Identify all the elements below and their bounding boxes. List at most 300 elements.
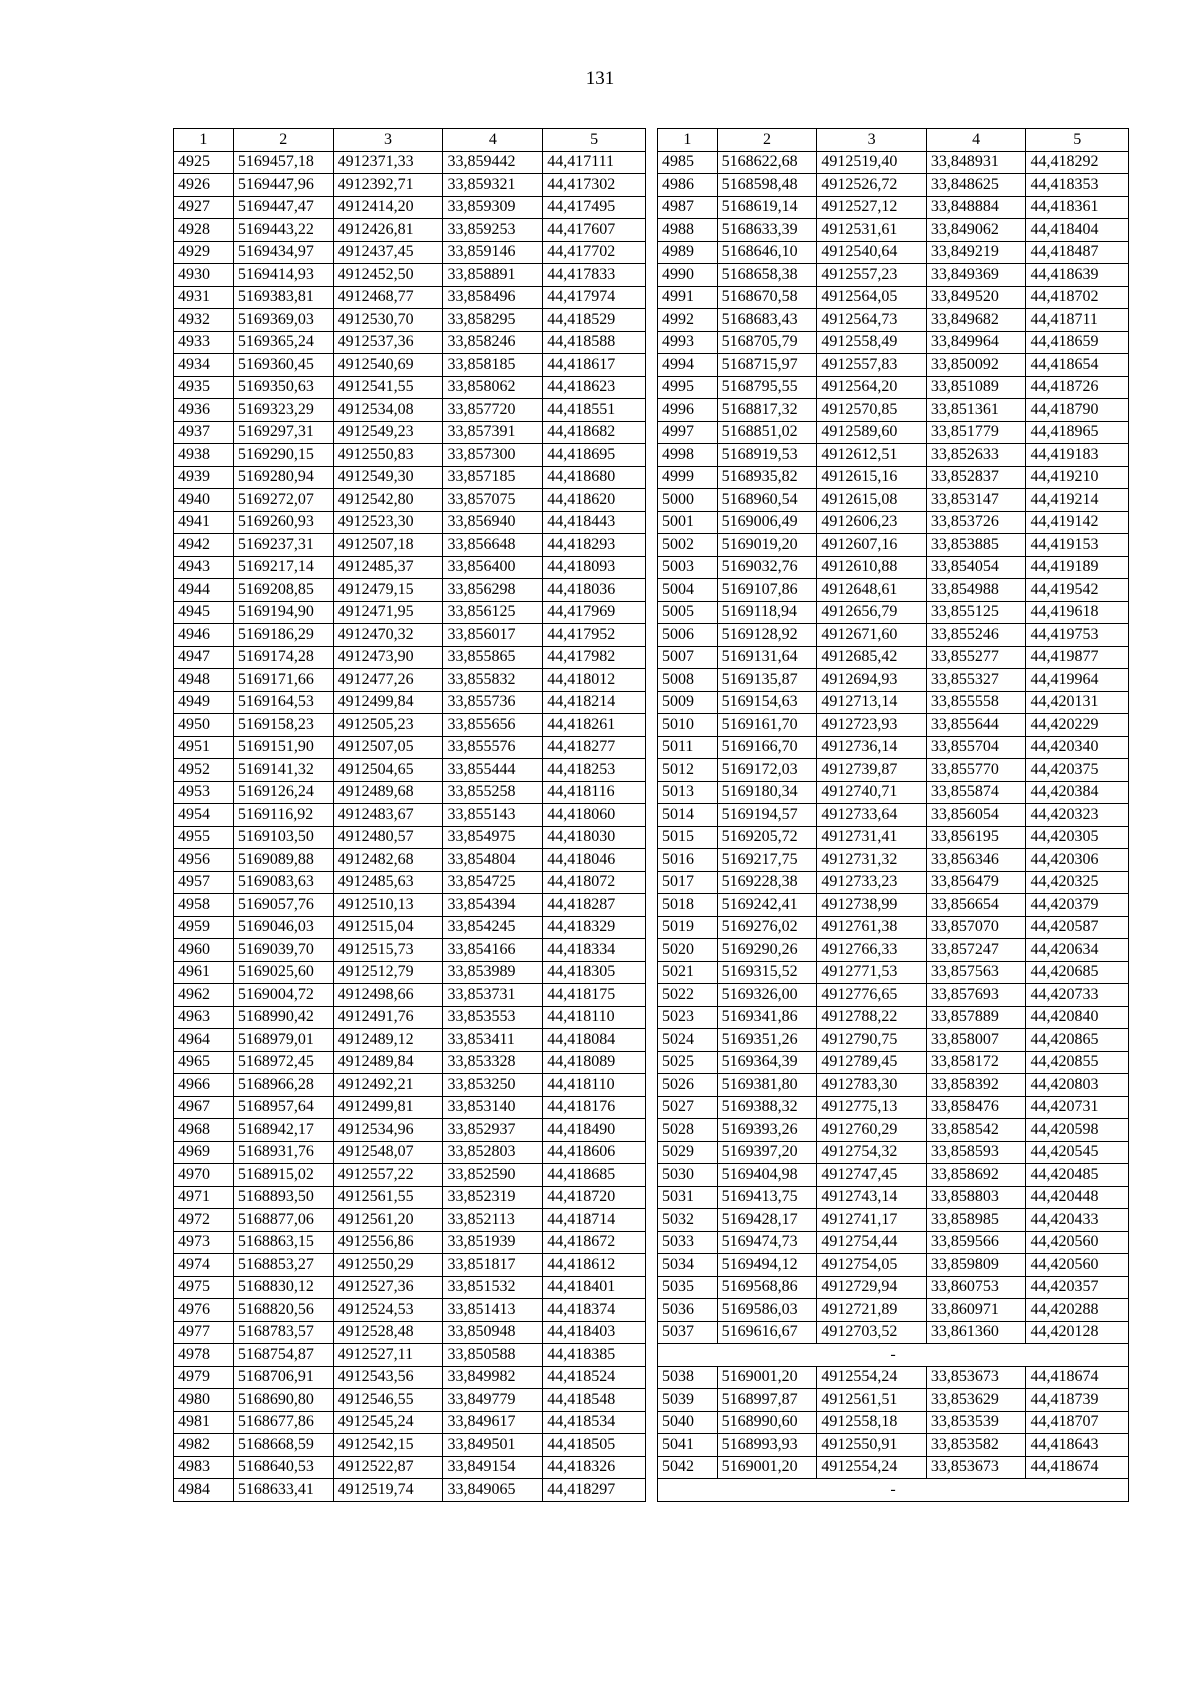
table-row (174, 916, 646, 939)
table-row (658, 1231, 1129, 1254)
table-cell: 44,418639 (1026, 264, 1129, 287)
table-row (174, 1231, 646, 1254)
table-cell: 33,850092 (926, 354, 1026, 377)
coordinates-table-right (657, 128, 1129, 1502)
table-cell: 5169474,73 (717, 1231, 817, 1254)
table-cell: 4912550,29 (333, 1254, 443, 1277)
table-cell: 5031 (658, 1186, 718, 1209)
table-row (658, 331, 1129, 354)
table-cell: 44,418305 (543, 961, 646, 984)
table-row (658, 1096, 1129, 1119)
table-cell: 4912528,48 (333, 1321, 443, 1344)
table-cell: 5168990,42 (233, 1006, 333, 1029)
table-cell: 44,420433 (1026, 1209, 1129, 1232)
table-cell: 33,849062 (926, 219, 1026, 242)
table-cell: 44,419142 (1026, 511, 1129, 534)
table-cell: 4929 (174, 241, 234, 264)
table-row (658, 1299, 1129, 1322)
table-cell: 5169205,72 (717, 826, 817, 849)
table-cell: 4944 (174, 579, 234, 602)
table-row (174, 1096, 646, 1119)
table-cell: 4912414,20 (333, 196, 443, 219)
table-row (658, 1434, 1129, 1457)
table-cell: 5169260,93 (233, 511, 333, 534)
table-cell: 5168942,17 (233, 1119, 333, 1142)
table-cell: 4912550,91 (817, 1434, 927, 1457)
table-row (174, 849, 646, 872)
table-row (658, 849, 1129, 872)
table-cell: 33,856017 (443, 624, 543, 647)
table-row (658, 196, 1129, 219)
table-cell: 33,855736 (443, 691, 543, 714)
table-cell: 5038 (658, 1366, 718, 1389)
table-cell: 5169174,28 (233, 646, 333, 669)
table-cell: 4951 (174, 736, 234, 759)
table-row (174, 511, 646, 534)
table-cell: 5036 (658, 1299, 718, 1322)
table-cell: 33,848884 (926, 196, 1026, 219)
table-cell: 5169217,75 (717, 849, 817, 872)
table-cell: 5169276,02 (717, 916, 817, 939)
table-row (174, 354, 646, 377)
table-cell: 5000 (658, 489, 718, 512)
table-cell: 44,418643 (1026, 1434, 1129, 1457)
column-header: 1 (658, 129, 718, 152)
table-cell: 5002 (658, 534, 718, 557)
table-row (174, 1051, 646, 1074)
table-row (174, 309, 646, 332)
table-cell: 4912546,55 (333, 1389, 443, 1412)
table-cell: 5169369,03 (233, 309, 333, 332)
table-cell: 4968 (174, 1119, 234, 1142)
table-cell: 44,418385 (543, 1344, 646, 1367)
table-cell: 4963 (174, 1006, 234, 1029)
table-cell: 44,418084 (543, 1029, 646, 1052)
table-cell: 5169046,03 (233, 916, 333, 939)
table-cell: 44,420587 (1026, 916, 1129, 939)
table-cell: 33,849501 (443, 1434, 543, 1457)
table-cell: 33,849065 (443, 1479, 543, 1502)
table-cell: 4912485,37 (333, 556, 443, 579)
table-cell: 33,853411 (443, 1029, 543, 1052)
table-cell: 33,853726 (926, 511, 1026, 534)
table-cell: 44,417952 (543, 624, 646, 647)
table-row (658, 579, 1129, 602)
table-cell: 5169004,72 (233, 984, 333, 1007)
table-cell: 5169151,90 (233, 736, 333, 759)
table-cell: 4912761,38 (817, 916, 927, 939)
table-cell: 4955 (174, 826, 234, 849)
table-cell: 4937 (174, 421, 234, 444)
table-cell: 4996 (658, 399, 718, 422)
table-cell: 44,418672 (543, 1231, 646, 1254)
table-cell: 44,418287 (543, 894, 646, 917)
table-row (658, 1186, 1129, 1209)
table-row (174, 984, 646, 1007)
table-cell: 4912504,65 (333, 759, 443, 782)
table-cell: 4912522,87 (333, 1456, 443, 1479)
table-row (658, 1164, 1129, 1187)
table-cell: 44,417607 (543, 219, 646, 242)
table-cell: 4912775,13 (817, 1096, 927, 1119)
table-cell: 5169154,63 (717, 691, 817, 714)
table-cell: 5168668,59 (233, 1434, 333, 1457)
table-cell: 44,418612 (543, 1254, 646, 1277)
table-cell: 4912729,94 (817, 1276, 927, 1299)
table-cell: 4995 (658, 376, 718, 399)
table-row (174, 961, 646, 984)
table-row (658, 1074, 1129, 1097)
table-row (174, 691, 646, 714)
table-cell: 33,848625 (926, 174, 1026, 197)
table-cell: 4912452,50 (333, 264, 443, 287)
table-cell: 4974 (174, 1254, 234, 1277)
table-cell: 4997 (658, 421, 718, 444)
table-cell: 44,418588 (543, 331, 646, 354)
table-cell: 33,853582 (926, 1434, 1026, 1457)
table-cell: 33,858593 (926, 1141, 1026, 1164)
table-cell: 5168817,32 (717, 399, 817, 422)
table-cell: 5169116,92 (233, 804, 333, 827)
table-cell: 4973 (174, 1231, 234, 1254)
table-cell: 44,418617 (543, 354, 646, 377)
table-row (658, 511, 1129, 534)
table-row (658, 354, 1129, 377)
table-cell: 4985 (658, 151, 718, 174)
table-cell: 44,420448 (1026, 1186, 1129, 1209)
table-row (658, 1456, 1129, 1479)
table-cell: 33,853250 (443, 1074, 543, 1097)
table-cell: 44,418297 (543, 1479, 646, 1502)
table-row (658, 399, 1129, 422)
table-cell: 5169447,96 (233, 174, 333, 197)
table-cell: 5169161,70 (717, 714, 817, 737)
table-cell: 5169172,03 (717, 759, 817, 782)
table-cell: 4912743,14 (817, 1186, 927, 1209)
table-cell: 4912530,70 (333, 309, 443, 332)
table-cell: 4912554,24 (817, 1456, 927, 1479)
table-cell: 44,420840 (1026, 1006, 1129, 1029)
column-header: 2 (233, 129, 333, 152)
table-cell: 5168935,82 (717, 466, 817, 489)
table-cell: 33,858803 (926, 1186, 1026, 1209)
table-cell: 4912392,71 (333, 174, 443, 197)
table-cell: 4912741,17 (817, 1209, 927, 1232)
table-cell: 33,858392 (926, 1074, 1026, 1097)
table-cell: 33,857563 (926, 961, 1026, 984)
table-cell: 5168877,06 (233, 1209, 333, 1232)
table-cell: 5169208,85 (233, 579, 333, 602)
column-header: 4 (443, 129, 543, 152)
table-cell: 33,855258 (443, 781, 543, 804)
table-cell: 4912615,16 (817, 466, 927, 489)
table-cell: 5169414,93 (233, 264, 333, 287)
table-cell: 33,852633 (926, 444, 1026, 467)
table-row (174, 826, 646, 849)
table-cell: 4912564,05 (817, 286, 927, 309)
table-cell: 5169568,86 (717, 1276, 817, 1299)
table-cell: 4912371,33 (333, 151, 443, 174)
table-cell: 4912491,76 (333, 1006, 443, 1029)
table-row (174, 1141, 646, 1164)
table-cell: 5168705,79 (717, 331, 817, 354)
table-cell: 5169089,88 (233, 849, 333, 872)
table-cell: 4966 (174, 1074, 234, 1097)
table-row (174, 1321, 646, 1344)
table-cell: 4912612,51 (817, 444, 927, 467)
table-cell: 33,849964 (926, 331, 1026, 354)
table-cell: 5169001,20 (717, 1456, 817, 1479)
table-cell: 33,855246 (926, 624, 1026, 647)
table-cell: 44,419964 (1026, 669, 1129, 692)
table-row (658, 1276, 1129, 1299)
table-cell: 33,849219 (926, 241, 1026, 264)
table-cell: 5169217,14 (233, 556, 333, 579)
table-cell: 5169025,60 (233, 961, 333, 984)
table-cell: 5168633,39 (717, 219, 817, 242)
table-cell: 33,857075 (443, 489, 543, 512)
table-cell: 44,418036 (543, 579, 646, 602)
table-cell: 33,851939 (443, 1231, 543, 1254)
table-cell: 44,419542 (1026, 579, 1129, 602)
table-row (658, 669, 1129, 692)
table-cell: 33,851413 (443, 1299, 543, 1322)
table-cell: 4912557,22 (333, 1164, 443, 1187)
table-cell: 4941 (174, 511, 234, 534)
table-row (174, 714, 646, 737)
table-cell: 44,420731 (1026, 1096, 1129, 1119)
table-cell: 5168915,02 (233, 1164, 333, 1187)
table-cell: 4912471,95 (333, 601, 443, 624)
table-row (658, 804, 1129, 827)
table-cell: 4986 (658, 174, 718, 197)
table-row (658, 759, 1129, 782)
table-cell: 33,855558 (926, 691, 1026, 714)
table-cell: 5169131,64 (717, 646, 817, 669)
table-cell: 44,417111 (543, 151, 646, 174)
table-cell: 5169141,32 (233, 759, 333, 782)
table-row (658, 646, 1129, 669)
table-cell: 5169158,23 (233, 714, 333, 737)
table-row (658, 624, 1129, 647)
table-cell: 4970 (174, 1164, 234, 1187)
table-cell: 4912570,85 (817, 399, 927, 422)
table-cell: 44,417302 (543, 174, 646, 197)
table-cell: 44,418726 (1026, 376, 1129, 399)
table-row (658, 871, 1129, 894)
table-cell: 5169404,98 (717, 1164, 817, 1187)
table-row (658, 916, 1129, 939)
table-cell: 5169350,63 (233, 376, 333, 399)
table-cell: 33,853328 (443, 1051, 543, 1074)
table-row (174, 174, 646, 197)
table-cell: 33,854054 (926, 556, 1026, 579)
table-cell: 5168863,15 (233, 1231, 333, 1254)
table-cell: 44,420229 (1026, 714, 1129, 737)
table-cell: 4912537,36 (333, 331, 443, 354)
table-cell: 5168646,10 (717, 241, 817, 264)
table-cell: 5169242,41 (717, 894, 817, 917)
table-cell: 5168622,68 (717, 151, 817, 174)
table-cell: 33,861360 (926, 1321, 1026, 1344)
table-cell: 5039 (658, 1389, 718, 1412)
table-cell: 44,418739 (1026, 1389, 1129, 1412)
table-cell: 5168658,38 (717, 264, 817, 287)
table-cell: 33,854975 (443, 826, 543, 849)
table-cell: 4912557,23 (817, 264, 927, 287)
table-cell: 5169290,15 (233, 444, 333, 467)
table-cell: 5003 (658, 556, 718, 579)
table-cell: 5169272,07 (233, 489, 333, 512)
table-row (174, 1479, 646, 1502)
table-cell: 44,420545 (1026, 1141, 1129, 1164)
table-cell: 33,857693 (926, 984, 1026, 1007)
table-cell: 4912545,24 (333, 1411, 443, 1434)
table-cell: 44,417833 (543, 264, 646, 287)
table-cell: 4969 (174, 1141, 234, 1164)
table-cell: 33,858246 (443, 331, 543, 354)
table-row (658, 939, 1129, 962)
table-cell: 33,858172 (926, 1051, 1026, 1074)
table-cell: 4912515,73 (333, 939, 443, 962)
table-row (174, 331, 646, 354)
table-row (658, 241, 1129, 264)
table-cell: 4912783,30 (817, 1074, 927, 1097)
table-cell: 33,855770 (926, 759, 1026, 782)
table-cell: 33,855327 (926, 669, 1026, 692)
table-cell: 5169443,22 (233, 219, 333, 242)
table-cell: 33,852937 (443, 1119, 543, 1142)
table-cell: 5169166,70 (717, 736, 817, 759)
table-cell: 33,858062 (443, 376, 543, 399)
table-row (658, 309, 1129, 332)
table-row (174, 556, 646, 579)
table-cell: 4912564,73 (817, 309, 927, 332)
table-cell: 4912483,67 (333, 804, 443, 827)
table-cell: 5169586,03 (717, 1299, 817, 1322)
table-cell: 4912723,93 (817, 714, 927, 737)
table-cell: 4912754,44 (817, 1231, 927, 1254)
table-cell: 44,418277 (543, 736, 646, 759)
table-row (174, 781, 646, 804)
table-cell: 33,854988 (926, 579, 1026, 602)
table-cell: 33,860753 (926, 1276, 1026, 1299)
table-cell: 4912564,20 (817, 376, 927, 399)
table-cell: 5169001,20 (717, 1366, 817, 1389)
table-cell: 44,420685 (1026, 961, 1129, 984)
table-cell: 33,855125 (926, 601, 1026, 624)
table-cell: 33,851532 (443, 1276, 543, 1299)
table-cell: 44,420384 (1026, 781, 1129, 804)
table-cell: 5037 (658, 1321, 718, 1344)
table-cell: 5168619,14 (717, 196, 817, 219)
table-cell: 33,856654 (926, 894, 1026, 917)
column-header: 3 (333, 129, 443, 152)
table-cell: 5169186,29 (233, 624, 333, 647)
table-row (658, 1411, 1129, 1434)
table-cell: 5012 (658, 759, 718, 782)
table-cell: 5024 (658, 1029, 718, 1052)
table-cell: 4976 (174, 1299, 234, 1322)
table-cell: 4912610,88 (817, 556, 927, 579)
table-cell: 4912615,08 (817, 489, 927, 512)
table-cell: 44,418293 (543, 534, 646, 557)
table-cell: 5169616,67 (717, 1321, 817, 1344)
table-cell: 33,852803 (443, 1141, 543, 1164)
table-cell: 44,419618 (1026, 601, 1129, 624)
table-cell: 4912740,71 (817, 781, 927, 804)
table-cell: 5001 (658, 511, 718, 534)
table-row (658, 714, 1129, 737)
table-cell: 33,849779 (443, 1389, 543, 1412)
table-cell: 44,418374 (543, 1299, 646, 1322)
table-cell: 4993 (658, 331, 718, 354)
table-row (174, 1186, 646, 1209)
table-cell: 44,418685 (543, 1164, 646, 1187)
table-cell: 5010 (658, 714, 718, 737)
table-cell: 4982 (174, 1434, 234, 1457)
table-cell: 4958 (174, 894, 234, 917)
table-cell: 44,420485 (1026, 1164, 1129, 1187)
table-cell: 44,419183 (1026, 444, 1129, 467)
table-cell: 44,418116 (543, 781, 646, 804)
table-cell: 33,855656 (443, 714, 543, 737)
table-row (174, 1276, 646, 1299)
table-cell: 4912498,66 (333, 984, 443, 1007)
table-cell: 33,857889 (926, 1006, 1026, 1029)
table-cell: 33,852113 (443, 1209, 543, 1232)
table-cell: 44,418329 (543, 916, 646, 939)
table-row (658, 174, 1129, 197)
table-row (658, 466, 1129, 489)
table-row (658, 984, 1129, 1007)
table-row (658, 1006, 1129, 1029)
table-cell: 5169290,26 (717, 939, 817, 962)
table-cell: 4912437,45 (333, 241, 443, 264)
table-cell: 44,419210 (1026, 466, 1129, 489)
table-cell: 4953 (174, 781, 234, 804)
table-cell: 5169413,75 (717, 1186, 817, 1209)
table-cell: 33,858185 (443, 354, 543, 377)
table-cell: 4980 (174, 1389, 234, 1412)
table-cell: 4940 (174, 489, 234, 512)
table-cell: 33,857300 (443, 444, 543, 467)
table-cell: 5169126,24 (233, 781, 333, 804)
table-cell: 5005 (658, 601, 718, 624)
table-cell: 4912561,51 (817, 1389, 927, 1412)
table-cell: 44,420865 (1026, 1029, 1129, 1052)
table-row (658, 961, 1129, 984)
table-cell: 44,418659 (1026, 331, 1129, 354)
table-cell: 44,418404 (1026, 219, 1129, 242)
table-cell: 4912489,12 (333, 1029, 443, 1052)
table-cell: 5169457,18 (233, 151, 333, 174)
table-cell: 44,418529 (543, 309, 646, 332)
table-cell: 4949 (174, 691, 234, 714)
table-cell: 44,418401 (543, 1276, 646, 1299)
table-cell: 5033 (658, 1231, 718, 1254)
table-cell: 4912776,65 (817, 984, 927, 1007)
table-cell: 44,418505 (543, 1434, 646, 1457)
table-row (174, 219, 646, 242)
table-row (174, 1119, 646, 1142)
table-row (174, 286, 646, 309)
table-cell: 33,850588 (443, 1344, 543, 1367)
table-row (174, 871, 646, 894)
table-cell: 44,418674 (1026, 1456, 1129, 1479)
table-cell: 4912468,77 (333, 286, 443, 309)
table-cell: 33,859809 (926, 1254, 1026, 1277)
